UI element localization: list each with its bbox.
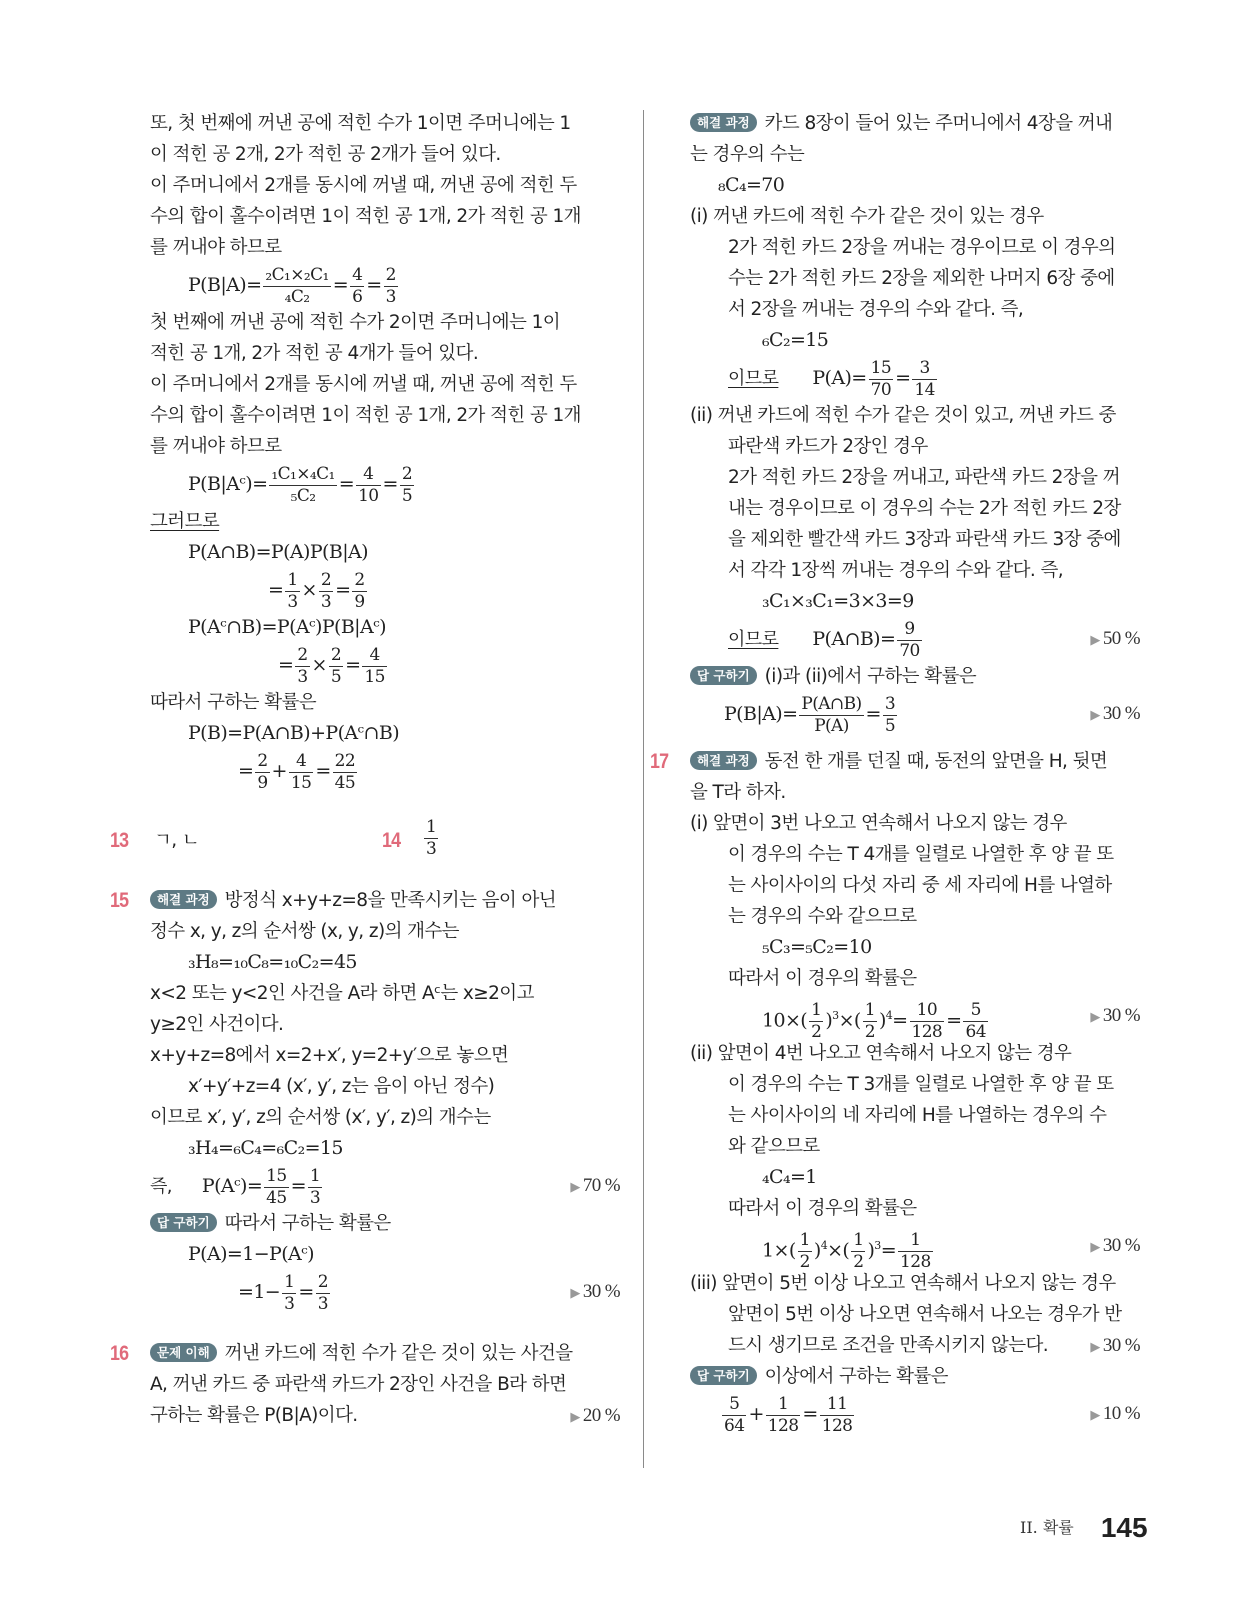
equation: P(A)=1−P(Aᶜ)	[188, 1243, 314, 1265]
text-line: 는 경우의 수는	[690, 144, 805, 165]
equation: P(Aᶜ∩B)=P(Aᶜ)P(B|Aᶜ)	[188, 616, 386, 638]
equation: 1×( $\frac{1}{2}$ )$^4$×( $\frac{1}{2}$ )$^3$= $\frac{1}{128}$ ▶ 30 %	[690, 1224, 1140, 1268]
text-line: 앞면이 5번 이상 나오면 연속해서 나오는 경우가 반	[728, 1304, 1122, 1325]
text-line: 수의 합이 홀수이려면 1이 적힌 공 1개, 2가 적힌 공 1개	[150, 206, 581, 227]
case-title: (iii) 앞면이 5번 이상 나오고 연속해서 나오지 않는 경우	[690, 1273, 1116, 1294]
text-line: 를 꺼내야 하므로	[150, 436, 282, 457]
equation: ₈C₄=70	[718, 174, 785, 196]
score-percent: ▶ 30 %	[1090, 1335, 1140, 1356]
text-line: 또, 첫 번째에 꺼낸 공에 적힌 수가 1이면 주머니에는 1	[150, 113, 571, 134]
text-line: 드시 생기므로 조건을 만족시키지 않는다. ▶ 30 %	[690, 1330, 1140, 1361]
column-divider	[643, 110, 644, 1468]
q15-header	[110, 885, 620, 916]
text-line: 이 주머니에서 2개를 동시에 꺼낼 때, 꺼낸 공에 적힌 두	[150, 374, 577, 395]
text-line: 방정식 x+y+z=8을 만족시키는 음이 아닌	[224, 890, 556, 911]
equation: = $\frac{2}{9}$ + $\frac{4}{15}$ = $\frac{22}{45}$	[238, 750, 356, 793]
badge-solution-process: 해결 과정	[150, 890, 217, 909]
text-line: x<2 또는 y<2인 사건을 A라 하면 Aᶜ는 x≥2이고	[150, 983, 534, 1004]
page-number: 145	[1100, 1512, 1148, 1543]
right-column	[650, 108, 1140, 1436]
equation: 이므로 P(A∩B)= $\frac{9}{70}$ ▶ 50 %	[728, 618, 1140, 661]
score-percent: ▶ 50 %	[1090, 628, 1140, 649]
score-percent: ▶ 30 %	[1090, 1235, 1140, 1256]
question-number: 15	[110, 889, 129, 912]
question-number: 16	[110, 1342, 129, 1365]
text-line: 서 각각 1장씩 꺼내는 경우의 수와 같다. 즉,	[728, 560, 1064, 581]
equation: ₃H₄=₆C₄=₆C₂=15	[188, 1137, 343, 1159]
text-line: x′+y′+z=4 (x′, y′, z는 음이 아닌 정수)	[188, 1076, 495, 1097]
text-line: 는 사이사이의 다섯 자리 중 세 자리에 H를 나열하	[728, 875, 1112, 896]
equation: P(B|Aᶜ)= $\frac{\text{₁C₁×₄C₁}}{\text{₅C₂}}$ = $\frac{4}{10}$ = $\frac{2}{5}$	[188, 463, 413, 506]
q16-solution-header: 해결 과정 카드 8장이 들어 있는 주머니에서 4장을 꺼내	[690, 108, 1140, 139]
text-line: 따라서 이 경우의 확률은	[728, 968, 917, 989]
text-line: 와 같으므로	[728, 1136, 820, 1157]
text-line: 를 꺼내야 하므로	[150, 237, 282, 258]
equation: ₃H₈=₁₀C₈=₁₀C₂=45	[188, 951, 357, 973]
equation: P(B|A)= $\frac{P(A\cap B)}{P(A)}$ = $\frac{3}{5}$ ▶ 30 %	[724, 693, 1140, 736]
answer-header: 답 구하기 따라서 구하는 확률은	[150, 1208, 620, 1239]
equation: ₄C₄=1	[762, 1166, 817, 1188]
score-percent: ▶ 10 %	[1090, 1403, 1140, 1424]
answer-13: ㄱ, ㄴ	[154, 830, 200, 851]
page-footer	[1020, 1512, 1148, 1552]
badge-find-answer: 답 구하기	[150, 1213, 217, 1232]
text-line: 이므로 x′, y′, z의 순서쌍 (x′, y′, z)의 개수는	[150, 1107, 491, 1128]
score-percent: ▶ 30 %	[1090, 1005, 1140, 1026]
fraction: $\frac{\text{₂C₁×₂C₁}}{\text{₄C₂}}$	[265, 264, 329, 307]
equation: = $\frac{1}{3}$ × $\frac{2}{3}$ = $\frac{2}{9}$	[268, 569, 365, 612]
badge-problem-understanding: 문제 이해	[150, 1343, 217, 1362]
text-line: 이 경우의 수는 T 4개를 일렬로 나열한 후 양 끝 또	[728, 844, 1114, 865]
text-line: 을 제외한 빨간색 카드 3장과 파란색 카드 3장 중에	[728, 529, 1121, 550]
answer-14: $\frac{1}{3}$	[426, 817, 437, 859]
equation: ₅C₃=₅C₂=10	[762, 936, 872, 958]
text-line: A, 꺼낸 카드 중 파란색 카드가 2장인 사건을 B라 하면	[150, 1374, 567, 1395]
text-line: 정수 x, y, z의 순서쌍 (x, y, z)의 개수는	[150, 921, 459, 942]
fraction: $\frac{4}{6}$	[352, 264, 363, 307]
text-line: 을 T라 하자.	[690, 782, 786, 803]
text-line: y≥2인 사건이다.	[150, 1014, 284, 1035]
text-line: 구하는 확률은 P(B|A)이다. ▶ 20 %	[150, 1400, 620, 1431]
text-line: 따라서 이 경우의 확률은	[728, 1198, 917, 1219]
case-title: (i) 꺼낸 카드에 적힌 수가 같은 것이 있는 경우	[690, 206, 1044, 227]
q16-header: 16 문제 이해 꺼낸 카드에 적힌 수가 같은 것이 있는 사건을	[150, 1338, 620, 1369]
equation: = $\frac{2}{3}$ × $\frac{2}{5}$ = $\frac{4}{15}$	[278, 644, 385, 687]
equation: P(B)=P(A∩B)+P(Aᶜ∩B)	[188, 722, 400, 744]
fraction: $\frac{\text{₁C₁×₄C₁}}{\text{₅C₂}}$	[271, 463, 335, 506]
text-line: 이 주머니에서 2개를 동시에 꺼낼 때, 꺼낸 공에 적힌 두	[150, 175, 577, 196]
equation: $\frac{5}{64}$ + $\frac{1}{128}$ = $\frac{11}{128}$ ▶ 10 %	[724, 1393, 1140, 1436]
badge-solution-process: 해결 과정	[690, 113, 757, 132]
left-column	[110, 108, 620, 1431]
text-line: 는 사이사이의 네 자리에 H를 나열하는 경우의 수	[728, 1105, 1107, 1126]
equation: ₃C₁×₃C₁=3×3=9	[762, 590, 914, 612]
text-line: 수는 2가 적힌 카드 2장을 제외한 나머지 6장 중에	[728, 268, 1115, 289]
text-line: 이 경우의 수는 T 3개를 일렬로 나열한 후 양 끝 또	[728, 1074, 1114, 1095]
section-label: II. 확률	[1020, 1518, 1074, 1537]
score-percent: ▶ 30 %	[570, 1281, 620, 1302]
text-line: 따라서 구하는 확률은	[150, 692, 317, 713]
equation: ₆C₂=15	[762, 329, 829, 351]
text-line: 그러므로	[150, 511, 220, 532]
equation: =1− $\frac{1}{3}$ = $\frac{2}{3}$ ▶ 30 %	[238, 1271, 620, 1314]
text-line: 수의 합이 홀수이려면 1이 적힌 공 1개, 2가 적힌 공 1개	[150, 405, 581, 426]
answer-header: 답 구하기 (i)과 (ii)에서 구하는 확률은	[690, 661, 1140, 692]
question-number: 14	[382, 829, 401, 852]
equation: 이므로 P(A)= $\frac{15}{70}$ = $\frac{3}{14}$	[728, 357, 935, 400]
fraction: $\frac{2}{3}$	[385, 264, 396, 307]
text-line: 적힌 공 1개, 2가 적힌 공 4개가 들어 있다.	[150, 343, 479, 364]
question-number: 17	[650, 750, 669, 773]
badge-find-answer: 답 구하기	[690, 666, 757, 685]
equation: P(B|A)= $\frac{\text{₂C₁×₂C₁}}{\text{₄C₂}}$ = $\frac{4}{6}$ = $\frac{2}{3}$	[188, 264, 396, 307]
score-percent: ▶ 20 %	[570, 1405, 620, 1426]
text-line: 내는 경우이므로 이 경우의 수는 2가 적힌 카드 2장	[728, 498, 1121, 519]
badge-find-answer: 답 구하기	[690, 1366, 757, 1385]
case-title: (ii) 앞면이 4번 나오고 연속해서 나오지 않는 경우	[690, 1043, 1072, 1064]
equation: P(A∩B)=P(A)P(B|A)	[188, 541, 368, 563]
text-line: 이 적힌 공 2개, 2가 적힌 공 2개가 들어 있다.	[150, 144, 501, 165]
q17-header: 17 해결 과정 동전 한 개를 던질 때, 동전의 앞면을 H, 뒷면	[690, 746, 1140, 777]
score-percent: ▶ 30 %	[1090, 703, 1140, 724]
answer-row-13-14	[110, 817, 620, 863]
case-title: (i) 앞면이 3번 나오고 연속해서 나오지 않는 경우	[690, 813, 1067, 834]
case-title: 파란색 카드가 2장인 경우	[728, 436, 928, 457]
text-line: x+y+z=8에서 x=2+x′, y=2+y′으로 놓으면	[150, 1045, 509, 1066]
text-line: 2가 적힌 카드 2장을 꺼내는 경우이므로 이 경우의	[728, 237, 1116, 258]
text-line: 서 2장을 꺼내는 경우의 수와 같다. 즉,	[728, 299, 1024, 320]
answer-header: 답 구하기 이상에서 구하는 확률은	[690, 1361, 1140, 1392]
fraction: $\frac{2}{5}$	[401, 463, 413, 506]
equation: 10×( $\frac{1}{2}$ )$^3$×( $\frac{1}{2}$ )$^4$= $\frac{10}{128}$ = $\frac{5}{64}$ ▶ 30 %	[690, 994, 1140, 1038]
text-line: 는 경우의 수와 같으므로	[728, 906, 917, 927]
equation: 즉, P(Aᶜ)= $\frac{15}{45}$ = $\frac{1}{3}$ ▶ 70 %	[150, 1165, 620, 1208]
text-line: 첫 번째에 꺼낸 공에 적힌 수가 2이면 주머니에는 1이	[150, 312, 561, 333]
case-title: (ii) 꺼낸 카드에 적힌 수가 같은 것이 있고, 꺼낸 카드 중	[690, 405, 1116, 426]
score-percent: ▶ 70 %	[570, 1175, 620, 1196]
question-number: 13	[110, 829, 129, 852]
badge-solution-process: 해결 과정	[690, 751, 757, 770]
fraction: $\frac{4}{10}$	[358, 463, 379, 506]
eq-lhs: P(B|A)=	[188, 274, 262, 296]
eq-lhs: P(B|Aᶜ)=	[188, 473, 268, 495]
text-line: 2가 적힌 카드 2장을 꺼내고, 파란색 카드 2장을 꺼	[728, 467, 1120, 488]
